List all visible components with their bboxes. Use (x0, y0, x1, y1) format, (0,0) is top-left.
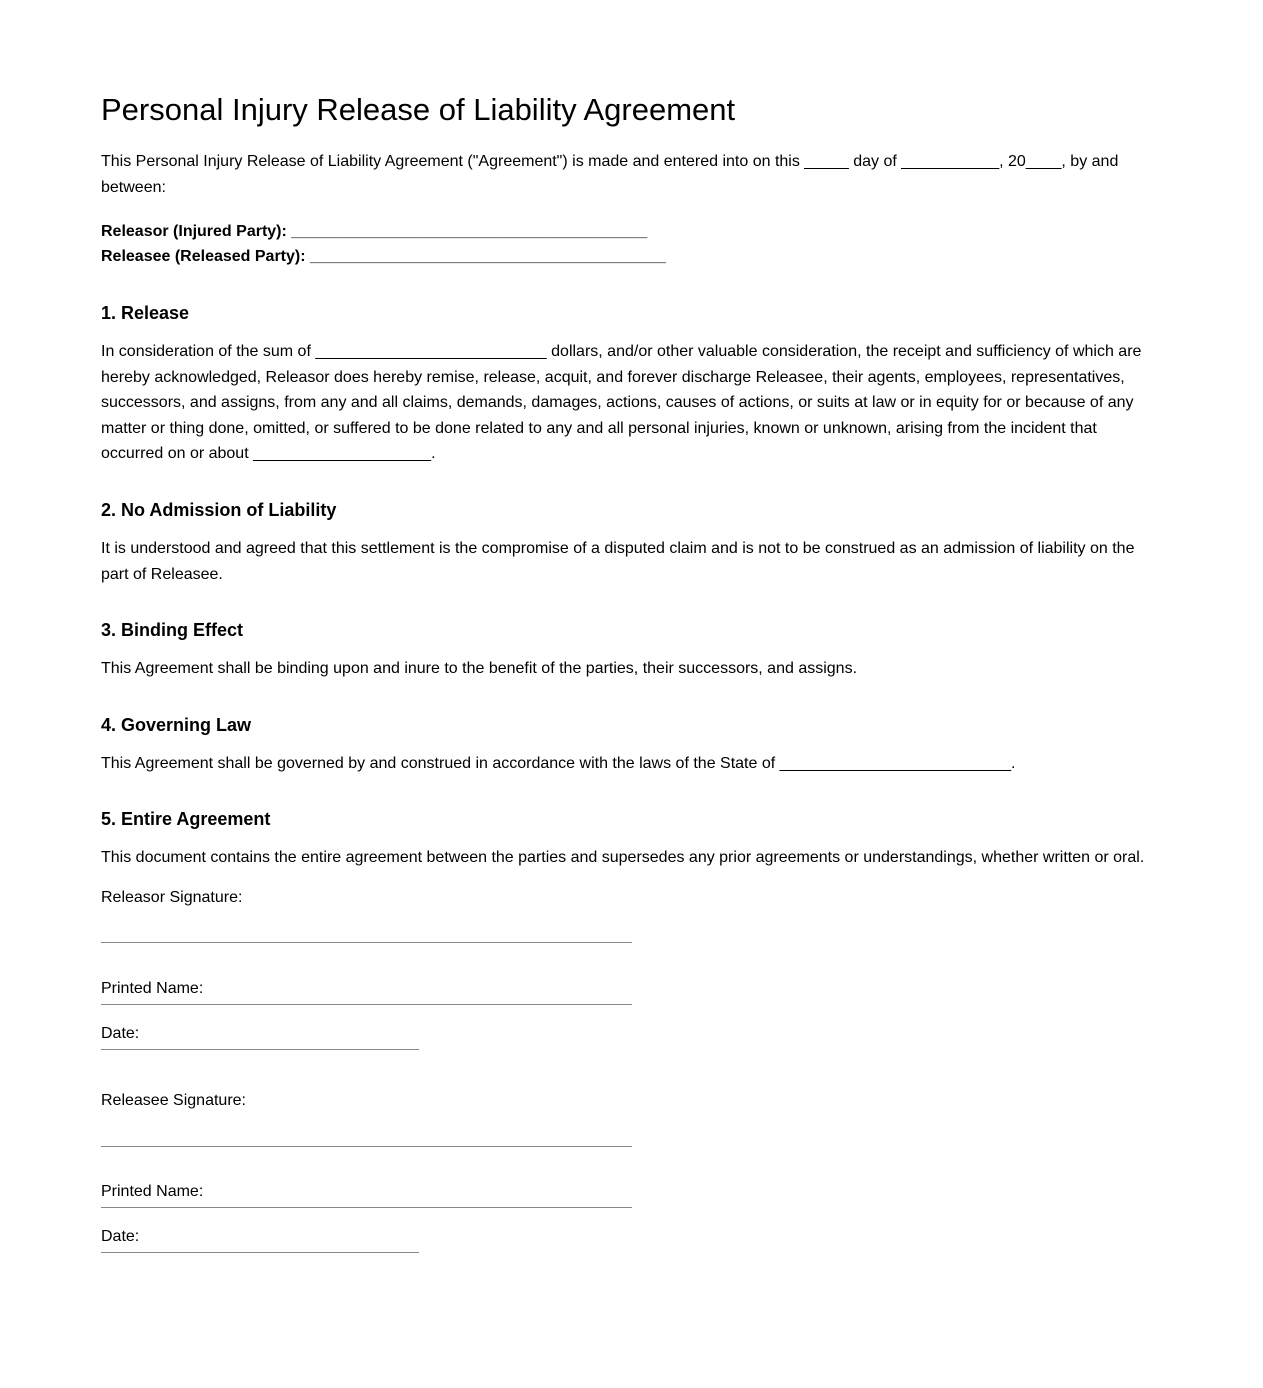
releasee-date-line[interactable] (101, 1252, 419, 1253)
section-body-release: In consideration of the sum of __________________________ dollars, and/or other valuable consideration, the receipt and sufficiency of which are hereby acknowledged, Releasor does hereby remise, release, acquit, and forever discharge Releasee, their agents, employees, representatives, successors, and assigns, from any and all claims, demands, damages, actions, causes of actions, or suits at law or in equity for or because of any matter or thing done, omitted, or suffered to be done related to any and all personal injuries, known or unknown, arising from the incident that occurred on or about ____________________. (101, 343, 1142, 463)
parties-block (101, 219, 666, 269)
releasor-signature-line[interactable] (101, 942, 632, 943)
section-body-entire-agreement: This document contains the entire agreement between the parties and supersedes any prior agreements or understandings, whether written or oral. (101, 849, 1145, 866)
releasee-signature-line[interactable] (101, 1146, 632, 1147)
releasee-signature-label: Releasee Signature: (101, 1092, 246, 1109)
releasor-printed-name-label: Printed Name: (101, 980, 204, 997)
section-body-governing-law: This Agreement shall be governed by and construed in accordance with the laws of the State of __________________________. (101, 755, 1016, 772)
releasee-printed-name-line[interactable] (101, 1207, 632, 1208)
section-body-no-admission: It is understood and agreed that this settlement is the compromise of a disputed claim and is not to be construed as an admission of liability on the part of Releasee. (101, 540, 1135, 583)
releasor-party-field[interactable]: Releasor (Injured Party): ________________________________________ (101, 223, 648, 240)
section-heading-governing-law: 4. Governing Law (101, 715, 252, 735)
releasor-date-label: Date: (101, 1025, 140, 1042)
document-title: Personal Injury Release of Liability Agreement (101, 92, 736, 127)
section-heading-binding-effect: 3. Binding Effect (101, 620, 244, 640)
section-heading-entire-agreement: 5. Entire Agreement (101, 809, 271, 829)
intro-paragraph: This Personal Injury Release of Liability Agreement ("Agreement") is made and entered into on this _____ day of ___________, 20____, by and between: (101, 153, 1119, 196)
releasee-party-field[interactable]: Releasee (Released Party): ________________________________________ (101, 248, 666, 265)
section-heading-no-admission: 2. No Admission of Liability (101, 500, 337, 520)
section-heading-release: 1. Release (101, 303, 190, 323)
releasee-date-label: Date: (101, 1228, 140, 1245)
section-body-binding-effect: This Agreement shall be binding upon and inure to the benefit of the parties, their successors, and assigns. (101, 660, 858, 677)
releasor-signature-label: Releasor Signature: (101, 889, 243, 906)
releasee-printed-name-label: Printed Name: (101, 1183, 204, 1200)
releasor-date-line[interactable] (101, 1049, 419, 1050)
releasor-printed-name-line[interactable] (101, 1004, 632, 1005)
